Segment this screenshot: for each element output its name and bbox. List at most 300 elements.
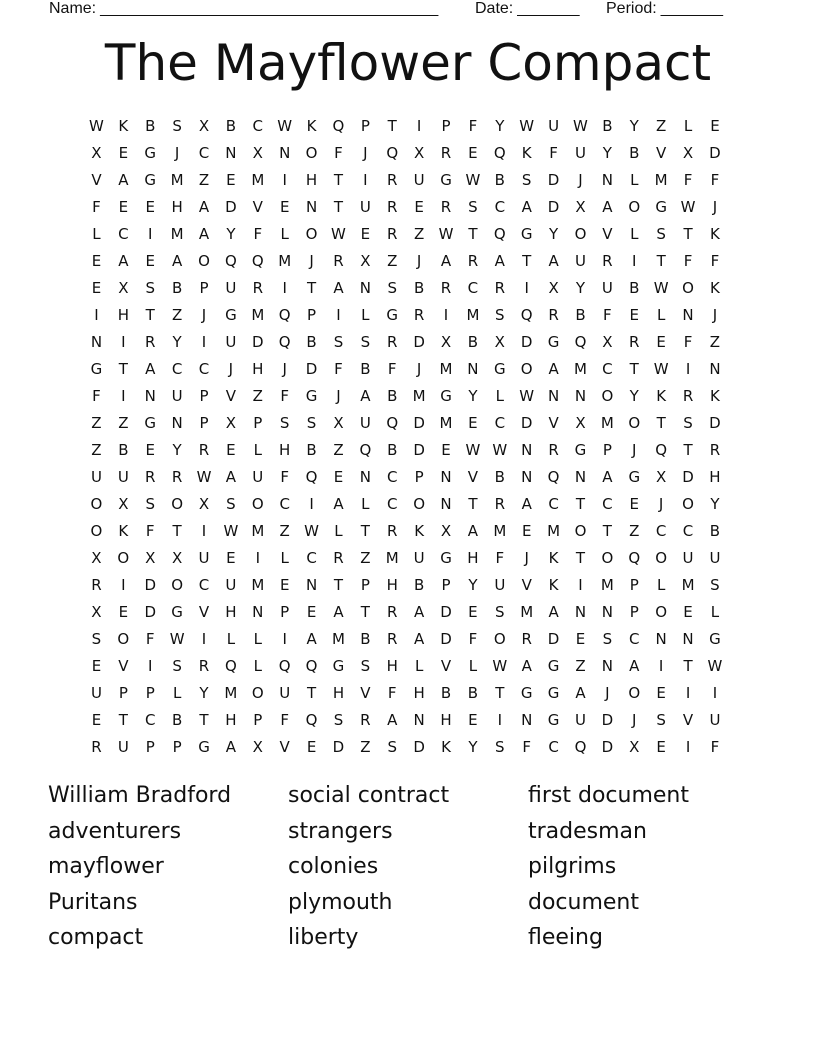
grid-letter[interactable]: N <box>359 278 371 297</box>
grid-letter[interactable]: V <box>225 386 237 405</box>
grid-letter[interactable]: O <box>251 683 264 702</box>
grid-letter[interactable]: D <box>682 467 694 486</box>
grid-letter[interactable]: E <box>360 224 371 243</box>
grid-letter[interactable]: G <box>440 170 452 189</box>
grid-letter[interactable]: M <box>251 575 265 594</box>
grid-letter[interactable]: V <box>602 224 613 243</box>
grid-letter[interactable]: J <box>632 440 637 459</box>
grid-letter[interactable]: S <box>91 629 102 648</box>
grid-letter[interactable]: L <box>334 521 343 540</box>
grid-letter[interactable]: I <box>443 305 449 324</box>
grid-letter[interactable]: Q <box>574 332 587 351</box>
grid-letter[interactable]: I <box>121 332 126 351</box>
grid-letter[interactable]: O <box>682 278 694 297</box>
grid-letter[interactable]: P <box>199 386 209 405</box>
grid-letter[interactable]: K <box>414 521 425 540</box>
grid-letter[interactable]: Q <box>305 656 318 675</box>
grid-letter[interactable]: U <box>252 467 264 486</box>
grid-letter[interactable]: O <box>171 575 184 594</box>
grid-letter[interactable]: Q <box>224 656 237 675</box>
grid-letter[interactable]: D <box>413 413 425 432</box>
grid-letter[interactable]: V <box>91 170 102 189</box>
grid-letter[interactable]: A <box>548 602 559 621</box>
grid-letter[interactable]: V <box>252 197 263 216</box>
grid-letter[interactable]: Y <box>226 224 236 243</box>
grid-letter[interactable]: D <box>520 332 533 351</box>
grid-letter[interactable]: D <box>413 440 425 459</box>
grid-letter[interactable]: R <box>440 197 452 216</box>
grid-letter[interactable]: Z <box>413 224 425 243</box>
grid-letter[interactable]: T <box>683 656 693 675</box>
grid-letter[interactable]: Q <box>359 440 372 459</box>
grid-letter[interactable]: S <box>145 494 155 513</box>
grid-letter[interactable]: X <box>360 251 371 270</box>
grid-letter[interactable]: F <box>145 629 155 648</box>
grid-letter[interactable]: Q <box>386 143 399 162</box>
grid-letter[interactable]: L <box>253 629 262 648</box>
grid-letter[interactable]: R <box>387 602 398 621</box>
grid-letter[interactable]: B <box>709 521 721 540</box>
grid-letter[interactable]: U <box>90 683 102 702</box>
grid-letter[interactable]: A <box>333 602 344 621</box>
grid-letter[interactable]: M <box>547 521 561 540</box>
grid-letter[interactable]: C <box>655 521 667 540</box>
grid-letter[interactable]: W <box>653 359 669 378</box>
grid-letter[interactable]: X <box>118 494 129 513</box>
grid-letter[interactable]: P <box>360 116 370 135</box>
grid-letter[interactable]: R <box>467 251 479 270</box>
grid-letter[interactable]: N <box>144 386 156 405</box>
grid-letter[interactable]: Z <box>91 440 102 459</box>
grid-letter[interactable]: U <box>359 197 371 216</box>
grid-letter[interactable]: E <box>521 521 532 540</box>
grid-letter[interactable]: K <box>656 386 667 405</box>
grid-letter[interactable]: T <box>683 440 693 459</box>
grid-letter[interactable]: G <box>305 386 318 405</box>
grid-letter[interactable]: D <box>601 737 614 756</box>
grid-letter[interactable]: R <box>387 629 398 648</box>
grid-letter[interactable]: U <box>225 332 237 351</box>
grid-letter[interactable]: W <box>492 440 508 459</box>
grid-letter[interactable]: W <box>277 116 293 135</box>
grid-letter[interactable]: H <box>225 710 237 729</box>
grid-letter[interactable]: S <box>226 494 236 513</box>
grid-letter[interactable]: R <box>387 521 398 540</box>
grid-letter[interactable]: N <box>279 143 291 162</box>
grid-letter[interactable]: K <box>306 116 317 135</box>
grid-letter[interactable]: L <box>656 305 666 324</box>
grid-letter[interactable]: N <box>440 467 452 486</box>
grid-letter[interactable]: I <box>524 278 529 297</box>
grid-letter[interactable]: O <box>90 494 103 513</box>
grid-letter[interactable]: L <box>172 683 182 702</box>
grid-letter[interactable]: T <box>118 359 128 378</box>
grid-letter[interactable]: N <box>682 305 694 324</box>
grid-letter[interactable]: M <box>170 170 184 189</box>
grid-letter[interactable]: T <box>522 251 532 270</box>
grid-letter[interactable]: E <box>226 548 236 567</box>
grid-letter[interactable]: L <box>630 170 639 189</box>
grid-letter[interactable]: T <box>468 224 478 243</box>
grid-letter[interactable]: A <box>333 278 344 297</box>
grid-letter[interactable]: F <box>145 521 155 540</box>
grid-letter[interactable]: Z <box>118 413 129 432</box>
grid-letter[interactable]: A <box>387 710 398 729</box>
grid-letter[interactable]: D <box>547 197 560 216</box>
grid-letter[interactable]: W <box>223 521 239 540</box>
grid-letter[interactable]: A <box>494 251 505 270</box>
grid-letter[interactable]: N <box>225 143 237 162</box>
grid-letter[interactable]: N <box>601 602 613 621</box>
grid-letter[interactable]: Y <box>549 224 559 243</box>
grid-letter[interactable]: H <box>305 170 318 189</box>
grid-letter[interactable]: M <box>439 359 453 378</box>
grid-letter[interactable]: L <box>630 224 639 243</box>
grid-letter[interactable]: C <box>602 494 613 513</box>
grid-letter[interactable]: F <box>683 170 693 189</box>
grid-letter[interactable]: X <box>91 602 102 621</box>
grid-letter[interactable]: T <box>468 494 478 513</box>
grid-letter[interactable]: Y <box>710 494 720 513</box>
grid-letter[interactable]: S <box>683 413 693 432</box>
grid-letter[interactable]: F <box>468 116 478 135</box>
grid-letter[interactable]: X <box>575 413 586 432</box>
grid-letter[interactable]: H <box>225 602 237 621</box>
grid-letter[interactable]: M <box>412 386 426 405</box>
grid-letter[interactable]: J <box>416 251 422 270</box>
grid-letter[interactable]: T <box>602 521 612 540</box>
grid-letter[interactable]: A <box>171 251 183 270</box>
grid-letter[interactable]: W <box>707 656 723 675</box>
grid-letter[interactable]: E <box>656 683 666 702</box>
grid-letter[interactable]: P <box>145 683 155 702</box>
date-blank[interactable]: _______ <box>517 0 580 17</box>
grid-letter[interactable]: P <box>307 305 317 324</box>
grid-letter[interactable]: O <box>117 629 130 648</box>
grid-letter[interactable]: E <box>629 305 639 324</box>
grid-letter[interactable]: H <box>413 683 425 702</box>
grid-letter[interactable]: O <box>628 413 641 432</box>
grid-letter[interactable]: O <box>655 602 668 621</box>
grid-letter[interactable]: E <box>91 278 102 297</box>
grid-letter[interactable]: H <box>440 710 452 729</box>
grid-letter[interactable]: K <box>521 143 532 162</box>
grid-letter[interactable]: S <box>306 413 317 432</box>
grid-letter[interactable]: E <box>279 197 290 216</box>
grid-letter[interactable]: E <box>118 197 129 216</box>
grid-letter[interactable]: Y <box>468 386 478 405</box>
grid-letter[interactable]: E <box>306 737 317 756</box>
grid-letter[interactable]: E <box>226 440 236 459</box>
grid-letter[interactable]: C <box>467 278 479 297</box>
grid-letter[interactable]: J <box>309 251 314 270</box>
grid-letter[interactable]: E <box>91 251 102 270</box>
grid-letter[interactable]: V <box>521 575 532 594</box>
grid-letter[interactable]: S <box>468 197 478 216</box>
grid-letter[interactable]: E <box>468 710 478 729</box>
grid-letter[interactable]: U <box>574 143 586 162</box>
grid-letter[interactable]: J <box>632 710 637 729</box>
grid-letter[interactable]: Z <box>333 440 344 459</box>
grid-letter[interactable]: U <box>413 548 425 567</box>
grid-letter[interactable]: A <box>333 494 344 513</box>
grid-letter[interactable]: Q <box>332 116 345 135</box>
grid-letter[interactable]: D <box>709 143 721 162</box>
grid-letter[interactable]: D <box>144 575 156 594</box>
date-field[interactable] <box>475 0 580 18</box>
grid-letter[interactable]: B <box>360 629 371 648</box>
grid-letter[interactable]: R <box>198 440 210 459</box>
grid-letter[interactable]: W <box>519 386 535 405</box>
grid-letter[interactable]: X <box>656 467 667 486</box>
grid-letter[interactable]: C <box>629 629 640 648</box>
grid-letter[interactable]: A <box>225 467 237 486</box>
grid-letter[interactable]: D <box>520 413 533 432</box>
grid-letter[interactable]: F <box>683 251 693 270</box>
grid-letter[interactable]: U <box>90 467 102 486</box>
grid-letter[interactable]: R <box>602 251 613 270</box>
grid-letter[interactable]: V <box>467 467 479 486</box>
grid-letter[interactable]: I <box>658 656 664 675</box>
grid-letter[interactable]: G <box>574 440 587 459</box>
grid-letter[interactable]: R <box>360 710 371 729</box>
grid-letter[interactable]: D <box>709 413 721 432</box>
grid-letter[interactable]: M <box>574 359 587 378</box>
grid-letter[interactable]: E <box>145 440 155 459</box>
grid-letter[interactable]: I <box>578 575 583 594</box>
grid-letter[interactable]: A <box>306 629 317 648</box>
grid-letter[interactable]: C <box>548 494 559 513</box>
grid-letter[interactable]: E <box>629 494 639 513</box>
grid-letter[interactable]: B <box>494 170 505 189</box>
grid-letter[interactable]: F <box>710 251 720 270</box>
grid-letter[interactable]: J <box>712 197 718 216</box>
grid-letter[interactable]: W <box>304 521 319 540</box>
grid-letter[interactable]: X <box>171 548 183 567</box>
grid-letter[interactable]: X <box>91 143 102 162</box>
grid-letter[interactable]: G <box>547 683 560 702</box>
grid-letter[interactable]: C <box>279 494 290 513</box>
grid-letter[interactable]: U <box>574 251 586 270</box>
grid-letter[interactable]: Y <box>495 116 505 135</box>
grid-letter[interactable]: B <box>225 116 237 135</box>
grid-letter[interactable]: M <box>654 170 668 189</box>
grid-letter[interactable]: B <box>387 440 398 459</box>
grid-letter[interactable]: B <box>145 116 156 135</box>
grid-letter[interactable]: G <box>171 602 183 621</box>
grid-letter[interactable]: I <box>282 629 287 648</box>
grid-letter[interactable]: I <box>148 224 153 243</box>
grid-letter[interactable]: H <box>279 440 291 459</box>
grid-letter[interactable]: I <box>309 494 314 513</box>
grid-letter[interactable]: A <box>198 224 210 243</box>
grid-letter[interactable]: T <box>629 359 639 378</box>
grid-letter[interactable]: A <box>629 656 640 675</box>
grid-letter[interactable]: B <box>306 332 317 351</box>
grid-letter[interactable]: N <box>709 359 721 378</box>
grid-letter[interactable]: C <box>144 710 156 729</box>
grid-letter[interactable]: L <box>468 656 478 675</box>
grid-letter[interactable]: V <box>548 413 559 432</box>
grid-letter[interactable]: O <box>628 683 641 702</box>
grid-letter[interactable]: F <box>280 386 289 405</box>
grid-letter[interactable]: S <box>333 332 344 351</box>
grid-letter[interactable]: F <box>495 548 505 567</box>
grid-letter[interactable]: T <box>199 710 209 729</box>
grid-letter[interactable]: S <box>387 278 397 297</box>
grid-letter[interactable]: N <box>574 467 587 486</box>
grid-letter[interactable]: B <box>494 467 505 486</box>
grid-letter[interactable]: D <box>252 332 264 351</box>
grid-letter[interactable]: Z <box>360 737 371 756</box>
grid-letter[interactable]: S <box>521 170 532 189</box>
grid-letter[interactable]: B <box>171 278 183 297</box>
grid-letter[interactable]: D <box>440 602 452 621</box>
grid-letter[interactable]: Q <box>224 251 237 270</box>
grid-letter[interactable]: R <box>494 494 506 513</box>
grid-letter[interactable]: W <box>438 224 454 243</box>
grid-letter[interactable]: C <box>387 467 398 486</box>
grid-letter[interactable]: E <box>333 467 344 486</box>
grid-letter[interactable]: L <box>683 116 693 135</box>
grid-letter[interactable]: I <box>282 278 287 297</box>
grid-letter[interactable]: T <box>360 602 370 621</box>
grid-letter[interactable]: X <box>548 278 559 297</box>
grid-letter[interactable]: O <box>171 494 184 513</box>
grid-letter[interactable]: Y <box>468 737 478 756</box>
grid-letter[interactable]: N <box>521 710 533 729</box>
grid-letter[interactable]: X <box>440 521 452 540</box>
grid-letter[interactable]: T <box>333 170 344 189</box>
grid-letter[interactable]: L <box>495 386 504 405</box>
grid-letter[interactable]: J <box>282 359 287 378</box>
grid-letter[interactable]: B <box>413 575 425 594</box>
grid-letter[interactable]: E <box>226 170 236 189</box>
grid-letter[interactable]: C <box>252 116 264 135</box>
grid-letter[interactable]: A <box>602 197 613 216</box>
grid-letter[interactable]: E <box>468 602 478 621</box>
grid-letter[interactable]: M <box>251 170 265 189</box>
grid-letter[interactable]: T <box>495 683 505 702</box>
grid-letter[interactable]: R <box>440 278 452 297</box>
period-blank[interactable]: _______ <box>660 0 723 17</box>
grid-letter[interactable]: F <box>603 305 612 324</box>
grid-letter[interactable]: Z <box>360 548 371 567</box>
grid-letter[interactable]: E <box>91 710 102 729</box>
grid-letter[interactable]: F <box>468 629 478 648</box>
grid-letter[interactable]: M <box>278 251 292 270</box>
grid-letter[interactable]: R <box>171 467 183 486</box>
grid-letter[interactable]: S <box>656 710 666 729</box>
grid-letter[interactable]: O <box>520 359 533 378</box>
grid-letter[interactable]: J <box>228 359 234 378</box>
grid-letter[interactable]: X <box>333 413 344 432</box>
grid-letter[interactable]: I <box>363 170 368 189</box>
grid-letter[interactable]: K <box>441 737 451 756</box>
grid-letter[interactable]: M <box>170 224 184 243</box>
grid-letter[interactable]: G <box>493 359 506 378</box>
grid-letter[interactable]: G <box>655 197 667 216</box>
grid-letter[interactable]: Q <box>305 710 318 729</box>
grid-letter[interactable]: A <box>602 467 613 486</box>
grid-letter[interactable]: G <box>90 359 103 378</box>
grid-letter[interactable]: E <box>710 116 720 135</box>
grid-letter[interactable]: X <box>494 332 505 351</box>
grid-letter[interactable]: U <box>359 413 371 432</box>
grid-letter[interactable]: X <box>629 737 640 756</box>
grid-letter[interactable]: O <box>251 494 264 513</box>
grid-letter[interactable]: W <box>680 197 696 216</box>
grid-letter[interactable]: X <box>91 548 102 567</box>
grid-letter[interactable]: U <box>117 467 129 486</box>
grid-letter[interactable]: B <box>387 386 398 405</box>
grid-letter[interactable]: Z <box>709 332 721 351</box>
grid-letter[interactable]: R <box>333 251 344 270</box>
grid-letter[interactable]: A <box>225 737 237 756</box>
grid-letter[interactable]: R <box>521 629 532 648</box>
grid-letter[interactable]: R <box>198 656 210 675</box>
grid-letter[interactable]: V <box>118 656 129 675</box>
grid-letter[interactable]: I <box>712 683 718 702</box>
grid-letter[interactable]: N <box>547 386 560 405</box>
grid-letter[interactable]: G <box>628 467 641 486</box>
grid-letter[interactable]: N <box>413 710 425 729</box>
grid-letter[interactable]: E <box>91 656 102 675</box>
grid-letter[interactable]: A <box>467 521 479 540</box>
grid-letter[interactable]: E <box>279 575 290 594</box>
grid-letter[interactable]: O <box>574 224 587 243</box>
grid-letter[interactable]: P <box>199 413 209 432</box>
grid-letter[interactable]: O <box>655 548 668 567</box>
grid-letter[interactable]: N <box>171 413 183 432</box>
grid-letter[interactable]: N <box>359 467 371 486</box>
grid-letter[interactable]: S <box>495 602 505 621</box>
grid-letter[interactable]: D <box>144 602 156 621</box>
grid-letter[interactable]: Q <box>386 413 399 432</box>
grid-letter[interactable]: R <box>548 305 559 324</box>
grid-letter[interactable]: R <box>387 332 398 351</box>
grid-letter[interactable]: L <box>414 656 424 675</box>
grid-letter[interactable]: D <box>440 629 452 648</box>
grid-letter[interactable]: M <box>493 521 507 540</box>
grid-letter[interactable]: B <box>118 440 129 459</box>
grid-letter[interactable]: Z <box>171 305 183 324</box>
grid-letter[interactable]: O <box>493 629 506 648</box>
grid-letter[interactable]: Q <box>278 305 291 324</box>
grid-letter[interactable]: A <box>414 602 425 621</box>
grid-letter[interactable]: M <box>466 305 480 324</box>
grid-letter[interactable]: Z <box>656 116 667 135</box>
grid-letter[interactable]: I <box>685 359 691 378</box>
grid-letter[interactable]: G <box>440 386 452 405</box>
grid-letter[interactable]: N <box>305 575 318 594</box>
grid-letter[interactable]: X <box>198 494 210 513</box>
grid-letter[interactable]: T <box>306 278 317 297</box>
grid-letter[interactable]: H <box>332 683 345 702</box>
grid-letter[interactable]: R <box>709 440 721 459</box>
grid-letter[interactable]: I <box>255 548 260 567</box>
grid-letter[interactable]: U <box>279 683 291 702</box>
grid-letter[interactable]: E <box>306 602 317 621</box>
grid-letter[interactable]: H <box>171 197 183 216</box>
grid-letter[interactable]: P <box>441 116 451 135</box>
grid-letter[interactable]: A <box>521 494 532 513</box>
grid-letter[interactable]: N <box>521 440 533 459</box>
grid-letter[interactable]: B <box>467 683 479 702</box>
grid-letter[interactable]: F <box>253 224 263 243</box>
name-blank[interactable]: ______________________________________ <box>100 0 439 17</box>
grid-letter[interactable]: C <box>306 548 317 567</box>
